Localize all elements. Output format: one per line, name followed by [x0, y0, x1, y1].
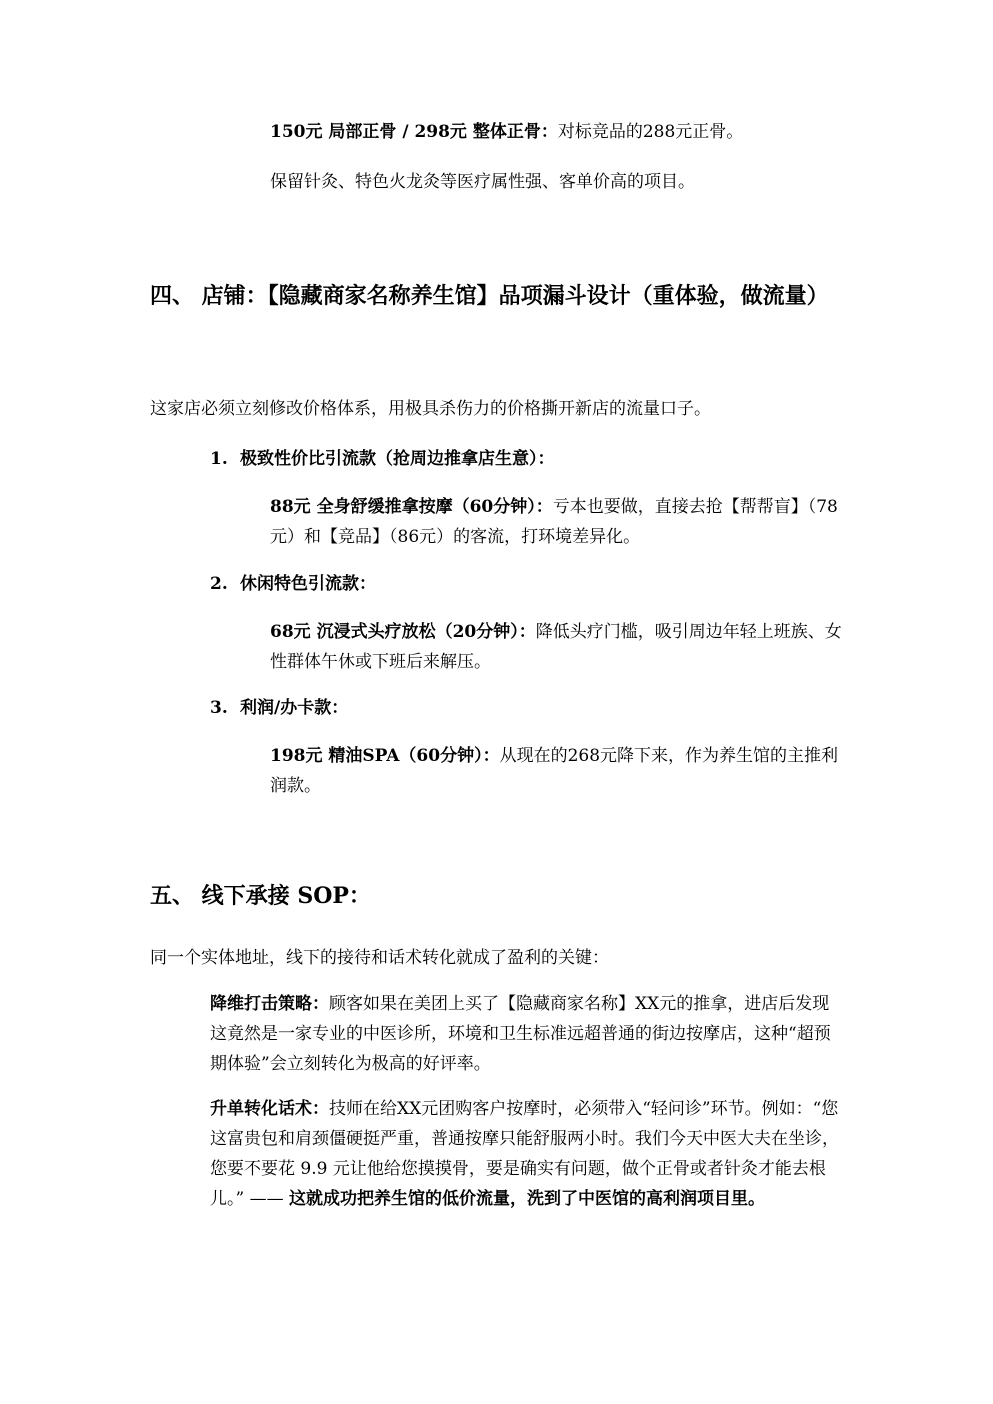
list-item-2-detail-bold: 68元 沉浸式头疗放松（20分钟）： [270, 622, 536, 642]
strategy-label: 降维打击策略： [210, 994, 329, 1014]
list-item-3-num: 3. [210, 698, 228, 718]
top-item-1 [270, 117, 860, 147]
top-item-2-text: 保留针灸、特色火龙灸等医疗属性强、客单价高的项目。 [270, 172, 695, 192]
list-item-1-title-text: 极致性价比引流款（抢周边推拿店生意）： [240, 449, 555, 469]
top-item-1-bold: 150元 局部正骨 / 298元 整体正骨： [270, 122, 558, 142]
section-5-heading: 五、 线下承接 SOP： [150, 883, 371, 909]
list-item-1-detail [270, 492, 845, 552]
upsell-text: 技师在给XX元团购客户按摩时，必须带入“轻问诊”环节。例如：“您这富贵包和肩颈僵硬挺严重，普通按摩只能舒服两小时。我们今天中医大夫在坐诊，您要不要花 9.9 元让他给您摸摸骨，要是确实有问题，做个正骨或者针灸才能去根儿。” —— [210, 1099, 839, 1209]
list-item-2-num: 2. [210, 574, 228, 594]
list-item-2-title-text: 休闲特色引流款： [240, 574, 376, 594]
list-item-3-detail [270, 741, 845, 801]
top-item-1-text: 对标竞品的288元正骨。 [557, 122, 744, 142]
section-4-intro: 这家店必须立刻修改价格体系，用极具杀伤力的价格撕开新店的流量口子。 [150, 399, 711, 419]
list-item-1-num: 1. [210, 449, 228, 469]
list-item-1-detail-text: 亏本也要做，直接去抢【帮帮盲】（78元）和【竞品】（86元）的客流，打环境差异化。 [270, 497, 838, 547]
top-item-2 [270, 167, 860, 197]
list-item-3-detail-bold: 198元 精油SPA（60分钟）： [270, 746, 500, 766]
list-item-1-detail-bold: 88元 全身舒缓推拿按摩（60分钟）： [270, 497, 553, 517]
list-item-1-title [210, 444, 850, 474]
upsell-label: 升单转化话术： [210, 1099, 329, 1119]
list-item-2-title [210, 569, 850, 599]
upsell-paragraph [210, 1094, 845, 1214]
list-item-3-title-text: 利润/办卡款： [240, 698, 349, 718]
strategy-paragraph [210, 989, 845, 1079]
strategy-text: 顾客如果在美团上买了【隐藏商家名称】XX元的推拿，进店后发现这竟然是一家专业的中医诊所，环境和卫生标准远超普通的街边按摩店，这种“超预期体验”会立刻转化为极高的好评率。 [210, 994, 831, 1074]
list-item-3-detail-text: 从现在的268元降下来，作为养生馆的主推利润款。 [270, 746, 839, 796]
section-4-heading: 四、 店铺：【隐藏商家名称养生馆】品项漏斗设计（重体验，做流量） [150, 283, 829, 309]
upsell-conclusion: 这就成功把养生馆的低价流量，洗到了中医馆的高利润项目里。 [289, 1189, 766, 1209]
section-5-intro: 同一个实体地址，线下的接待和话术转化就成了盈利的关键： [150, 948, 609, 968]
list-item-2-detail [270, 617, 845, 677]
list-item-3-title [210, 693, 850, 723]
list-item-2-detail-text: 降低头疗门槛，吸引周边年轻上班族、女性群体午休或下班后来解压。 [270, 622, 842, 672]
